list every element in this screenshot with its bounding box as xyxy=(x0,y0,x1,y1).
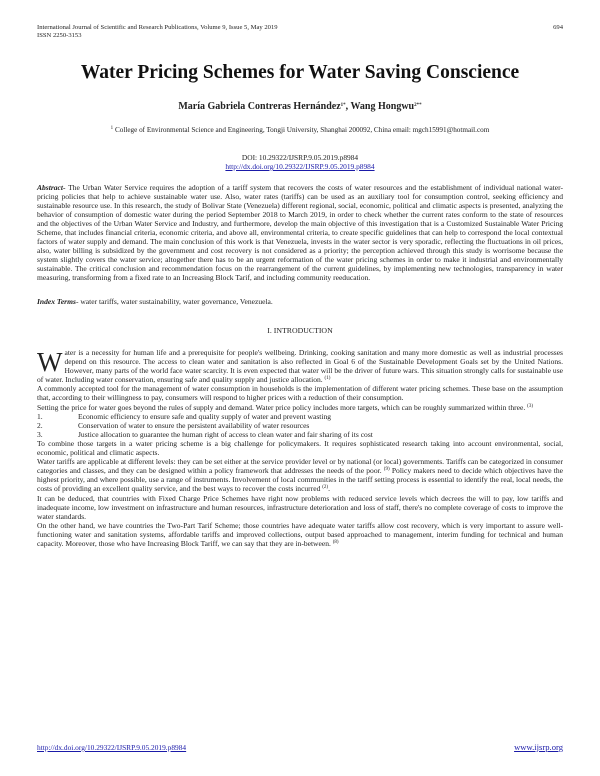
index-terms-text: - water tariffs, water sustainability, water governance, Venezuela. xyxy=(75,297,273,306)
abstract xyxy=(37,183,563,283)
citation: (3) xyxy=(527,403,533,409)
list-text: Economic efficiency to ensure safe and quality supply of water and prevent wasting xyxy=(78,411,332,421)
issn: ISSN 2250-3153 xyxy=(37,32,82,40)
section-heading: I. INTRODUCTION xyxy=(267,326,333,335)
author-2-mark: 2** xyxy=(414,103,422,108)
paragraph-text: ater is a necessity for human life and a prerequisite for people's wellbeing. Drinking, cooking sanitation and many more domestic as well as industrial processes depend on this resource. The access to clean water and sanitation is also reflected in Goal 6 of the Sustainable Development Goals set by the United Nations. However, many parts of the world face water scarcity. It is even expected that water will be the driver of future wars. This situation strongly calls for sustainable use of water. Including water conservation, ensuring safe and quality supply and justice allocation. xyxy=(37,348,563,385)
drop-cap: W xyxy=(37,347,63,377)
paragraph-text: . xyxy=(328,484,330,494)
affiliation-mark: 1 xyxy=(110,126,114,131)
paragraph-text: Policy makers need to decide which objectives have the highest priority, and where possible, use a range of instruments. Involvement of local communities in the tariff setting process is essential to identify the real, local needs, the costs of providing an excellent quality service, and the best ways to recover the costs incurred xyxy=(37,466,563,494)
list-item xyxy=(37,430,563,439)
body-text xyxy=(37,348,563,548)
author-line xyxy=(0,101,600,112)
journal-name: International Journal of Scientific and Research Publications, Volume 9, Issue 5, May 2019 xyxy=(37,24,278,31)
affiliation-text: College of Environmental Science and Engineering, Tongji University, Shanghai 200092, China email: mgch15991@hotmail.com xyxy=(114,126,490,134)
paragraph: To combine those targets in a water pricing scheme is a big challenge for policymakers. It requires sophisticated research taking into account environmental, social, economic, political and climatic aspects. xyxy=(37,438,563,458)
paragraph xyxy=(37,348,563,384)
footer-site-link[interactable]: www.ijsrp.org xyxy=(514,742,563,752)
author-1-mark: 1* xyxy=(340,103,346,108)
list-item xyxy=(37,412,563,421)
list-text: Justice allocation to guarantee the human right of access to clean water and fair sharing of its cost xyxy=(78,429,373,439)
paragraph-text: Setting the price for water goes beyond the rules of supply and demand. Water price policy includes more targets, which can be roughly summarized within three. xyxy=(37,402,526,412)
author-separator: , xyxy=(345,101,351,112)
list-number: 1. xyxy=(37,411,43,421)
paragraph xyxy=(37,457,563,493)
list-text: Conservation of water to ensure the persistent availability of water resources xyxy=(78,420,310,430)
doi-link[interactable]: http://dx.doi.org/10.29322/IJSRP.9.05.2019.p8984 xyxy=(225,162,375,171)
citation: (1) xyxy=(324,376,331,382)
abstract-dash: - xyxy=(63,183,69,192)
list-number: 3. xyxy=(37,429,43,439)
citation: (8) xyxy=(332,539,339,545)
paragraph-text: On the other hand, we have countries the Two-Part Tarif Scheme; those countries have adequate water tariffs allow cost recovery, which is very important to assure well-functioning water and sanitation systems, affordable tariffs and improved collections, output based approached to management, interim funding for technical and human capacity. Moreover, those who have Increasing Block Tariff, we can say that they are in-between. xyxy=(37,520,563,548)
paragraph: It can be deduced, that countries with Fixed Charge Price Schemes have right now problems with reduced service levels which decrees the will to pay, low tariffs and inadequate income, low investment on infrastructure and human resources, infrastructure deterioration and loss of staff, there's no complete coverage of costs to improve the water standards. xyxy=(37,493,563,521)
index-terms xyxy=(37,297,563,306)
doi-text: DOI: 10.29322/IJSRP.9.05.2019.p8984 xyxy=(241,153,359,162)
index-terms-label: Index Terms xyxy=(37,297,76,306)
footer-doi-link[interactable]: http://dx.doi.org/10.29322/IJSRP.9.05.2019.p8984 xyxy=(37,743,187,752)
running-header xyxy=(37,24,278,41)
paragraph: A commonly accepted tool for the management of water consumption in households is the implementation of different water pricing schemes. These base on the assumption that, according to their willingness to pay, consumers will respond to higher prices with a reduction of their consumption. xyxy=(37,384,563,403)
page-number: 694 xyxy=(553,24,563,31)
list-item xyxy=(37,421,563,430)
abstract-text: The Urban Water Service requires the adoption of a tariff system that recovers the costs of water resources and the establishment of individual national water-pricing policies that help to achieve sustainable water use. Also, water rates (tariffs) can be used as an auxiliary tool for consumption control, seeking efficiency and sustainable resource use. In this research, the study of Bolivar State (Venezuela) different regional, social, economic, political and climatic aspects is presented, analyzing the behavior of consumption of domestic water during the period September 2018 to March 2019, in order to check whether the current rates conform to the state of resources and the objectives of the Urban Water Service and Industry, and furthermore, develop the main objective of this investigation that is a Customized Sustainable Water Pricing Scheme, that includes financial criteria, economic criteria, and above all, environmental criteria, to create specific guidelines that can help to correspond the local contextual factors of water supply and demand. The main conclusion of this work is that Venezuela, invests in the water sector is very sporadic, reflecting the fluctuations in oil prices, also, water billing is subsidized by the government and cost recovery is not considered as a priority; the perception achieved through this study is worrisome because the system slightly covers the water service; altogether there has to be an urgent reformation of the water pricing schemes in order to make it industrial and environmentally sustainable. The critical conclusion and recommendation focus on the rearrangement of the current guidelines, by implementing new technologies, transparency in water measuring, transforming from a fixed rate to an Increasing Block Tarif, and including community reeducation. xyxy=(37,183,563,283)
citation: (9) xyxy=(383,467,390,473)
doi-block xyxy=(0,153,600,171)
list-number: 2. xyxy=(37,420,43,430)
paper-title: Water Pricing Schemes for Water Saving Conscience xyxy=(80,62,520,83)
author-2: Wang Hongwu xyxy=(350,101,415,112)
paragraph xyxy=(37,403,563,412)
author-1: María Gabriela Contreras Hernández xyxy=(178,101,341,112)
abstract-label: Abstract xyxy=(37,183,63,192)
paragraph xyxy=(37,521,563,548)
affiliation xyxy=(37,126,563,134)
paragraph-text: Water tariffs are applicable at different levels: they can be set either at the service provider level or by national (or local) governments. Tariffs can be categorized in consumer categories and classes, and they can be designed within a policy framework that addresses the needs of the poor. xyxy=(37,457,563,476)
citation: (2) xyxy=(322,485,329,491)
